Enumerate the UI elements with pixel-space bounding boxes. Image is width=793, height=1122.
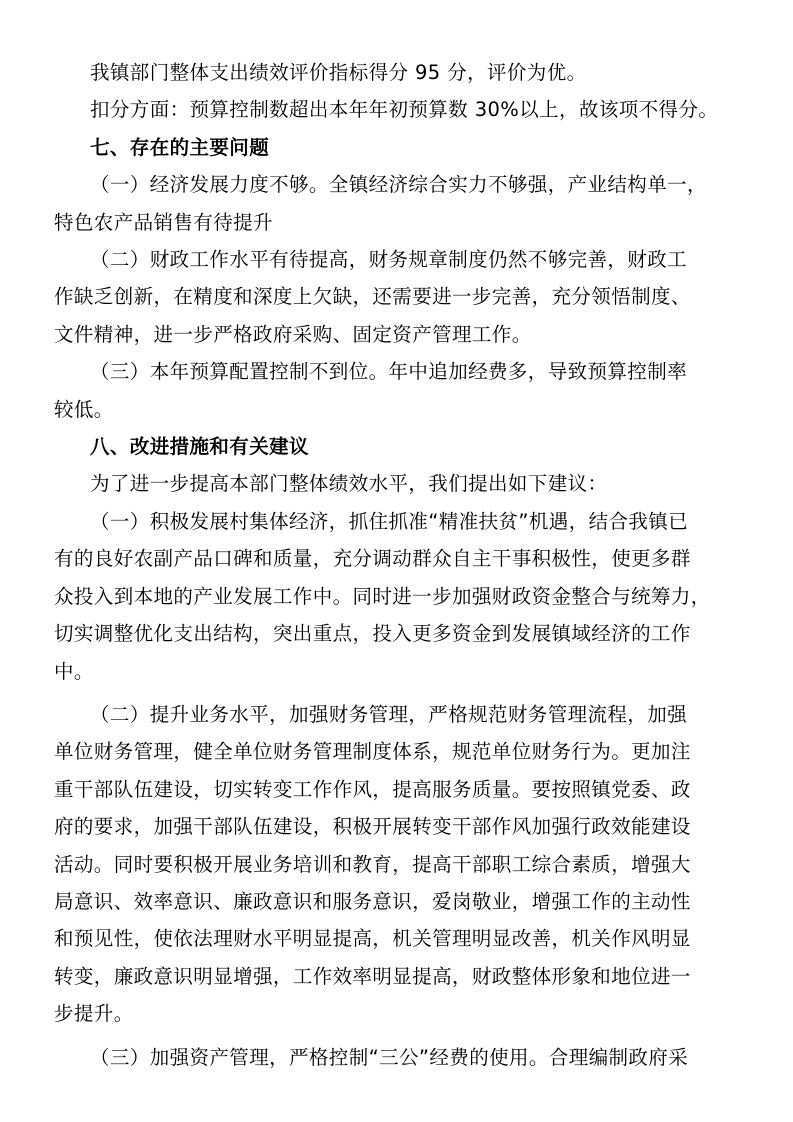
text-line: 特色农产品销售有待提升 (54, 210, 273, 234)
text-line: 切实调整优化支出结构，突出重点，投入更多资金到发展镇域经济的工作 (54, 622, 691, 646)
text-line: 重干部队伍建设，切实转变工作作风，提高服务质量。要按照镇党委、政 (54, 777, 691, 801)
text-line: （二）财政工作水平有待提高，财务规章制度仍然不够完善，财政工 (90, 248, 688, 272)
text-line: 为了进一步提高本部门整体绩效水平，我们提出如下建议： (90, 472, 608, 496)
text-line: 我镇部门整体支出绩效评价指标得分 95 分，评价为优。 (90, 61, 587, 84)
text-line: 转变，廉政意识明显增强，工作效率明显提高，财政整体形象和地位进一 (54, 964, 691, 988)
text-line: 活动。同时要积极开展业务培训和教育，提高干部职工综合素质，增强大 (54, 852, 691, 876)
text-line: 作缺乏创新，在精度和深度上欠缺，还需要进一步完善，充分领悟制度、 (54, 285, 691, 309)
document-body (54, 54, 740, 1076)
section-heading: 七、存在的主要问题 (90, 135, 270, 159)
text-line: （二）提升业务水平，加强财务管理，严格规范财务管理流程，加强 (90, 702, 688, 726)
section-heading: 八、改进措施和有关建议 (90, 435, 309, 459)
text-line: 府的要求，加强干部队伍建设，积极开展转变干部作风加强行政效能建设 (54, 815, 691, 839)
text-line: （一）经济发展力度不够。全镇经济综合实力不够强，产业结构单一， (90, 173, 707, 197)
text-line: 局意识、效率意识、廉政意识和服务意识，爱岗敬业，增强工作的主动性 (54, 889, 691, 913)
text-line: 有的良好农副产品口碑和质量，充分调动群众自主干事积极性，使更多群 (54, 547, 691, 571)
text-line: 众投入到本地的产业发展工作中。同时进一步加强财政资金整合与统筹力， (54, 584, 711, 608)
text-line: 文件精神，进一步严格政府采购、固定资产管理工作。 (54, 322, 532, 346)
text-line: （一）积极发展村集体经济，抓住抓准“精准扶贫”机遇，结合我镇已 (90, 509, 689, 533)
text-line: 单位财务管理，健全单位财务管理制度体系，规范单位财务行为。更加注 (54, 740, 691, 764)
text-line: （三）本年预算配置控制不到位。年中追加经费多，导致预算控制率 (90, 360, 688, 384)
text-line: 和预见性，使依法理财水平明显提高，机关管理明显改善，机关作风明显 (54, 927, 691, 951)
text-line: 中。 (54, 659, 94, 683)
text-line: 步提升。 (54, 1002, 134, 1026)
text-line: （三）加强资产管理，严格控制“三公”经费的使用。合理编制政府采 (90, 1045, 689, 1069)
text-line: 扣分方面：预算控制数超出本年年初预算数 30%以上，故该项不得分。 (90, 98, 719, 122)
text-line: 较低。 (54, 397, 114, 421)
